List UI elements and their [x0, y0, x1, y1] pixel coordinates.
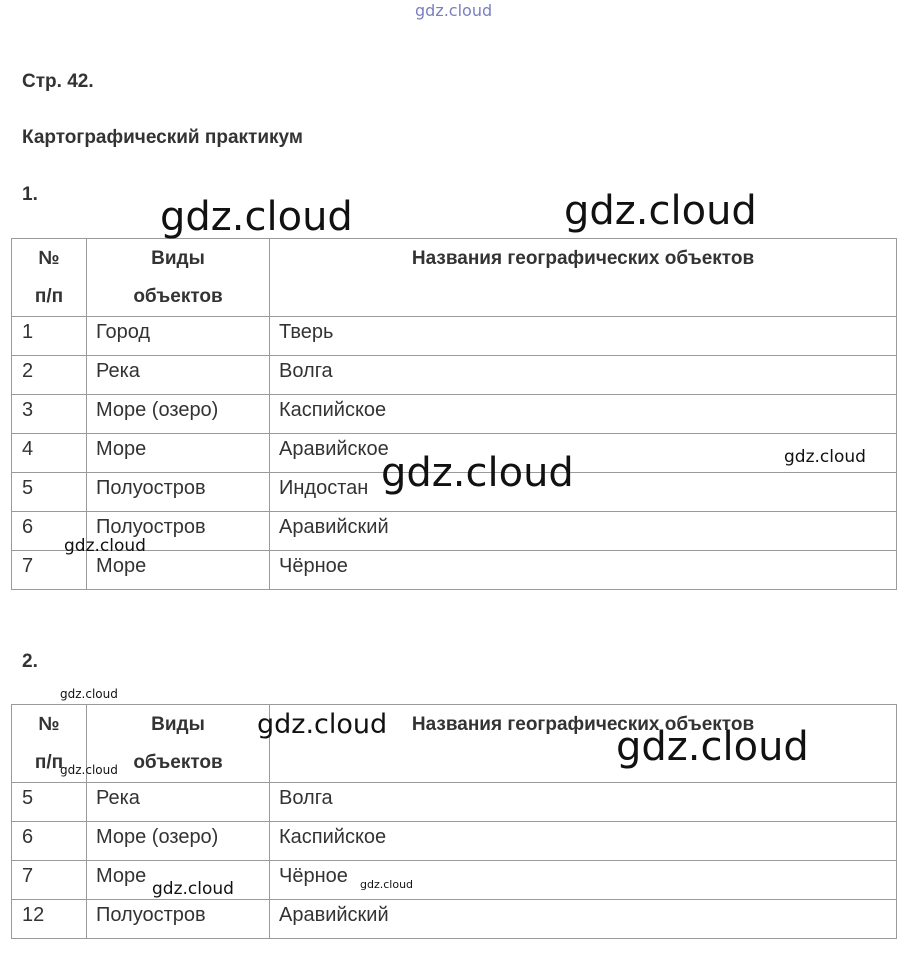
- table-row: 3 Море (озеро) Каспийское: [12, 395, 897, 434]
- table-row: 5 Полуостров Индостан: [12, 473, 897, 512]
- header-type: Виды объектов: [87, 705, 270, 783]
- watermark: gdz.cloud: [564, 188, 757, 234]
- header-num: № п/п: [12, 705, 87, 783]
- section-title: Картографический практикум: [22, 127, 303, 148]
- table-row: 12 Полуостров Аравийский: [12, 900, 897, 939]
- table-row: 5 Река Волга: [12, 783, 897, 822]
- table-row: 4 Море Аравийское: [12, 434, 897, 473]
- task-2-label: 2.: [22, 651, 38, 672]
- table-row: 6 Море (озеро) Каспийское: [12, 822, 897, 861]
- watermark-top: gdz.cloud: [415, 1, 493, 20]
- table-row: 2 Река Волга: [12, 356, 897, 395]
- watermark: gdz.cloud: [257, 709, 388, 740]
- watermark: gdz.cloud: [64, 536, 146, 556]
- table-row: 7 Море Чёрное: [12, 861, 897, 900]
- page-reference: Стр. 42.: [22, 71, 94, 92]
- watermark: gdz.cloud: [784, 447, 866, 467]
- watermark: gdz.cloud: [60, 687, 118, 701]
- watermark: gdz.cloud: [152, 879, 234, 899]
- table-header-row: [12, 239, 897, 317]
- header-name: Названия географических объектов: [270, 705, 897, 783]
- header-name: Названия географических объектов: [270, 239, 897, 317]
- watermark: gdz.cloud: [60, 763, 118, 777]
- header-num: № п/п: [12, 239, 87, 317]
- watermark: gdz.cloud: [160, 194, 353, 240]
- watermark: gdz.cloud: [616, 724, 809, 770]
- task-1-label: 1.: [22, 184, 38, 205]
- table-row: 1 Город Тверь: [12, 317, 897, 356]
- watermark: gdz.cloud: [360, 878, 414, 891]
- table-row: 7 Море Чёрное: [12, 551, 897, 590]
- table-row: 6 Полуостров Аравийский: [12, 512, 897, 551]
- watermark: gdz.cloud: [381, 450, 574, 496]
- header-type: Виды объектов: [87, 239, 270, 317]
